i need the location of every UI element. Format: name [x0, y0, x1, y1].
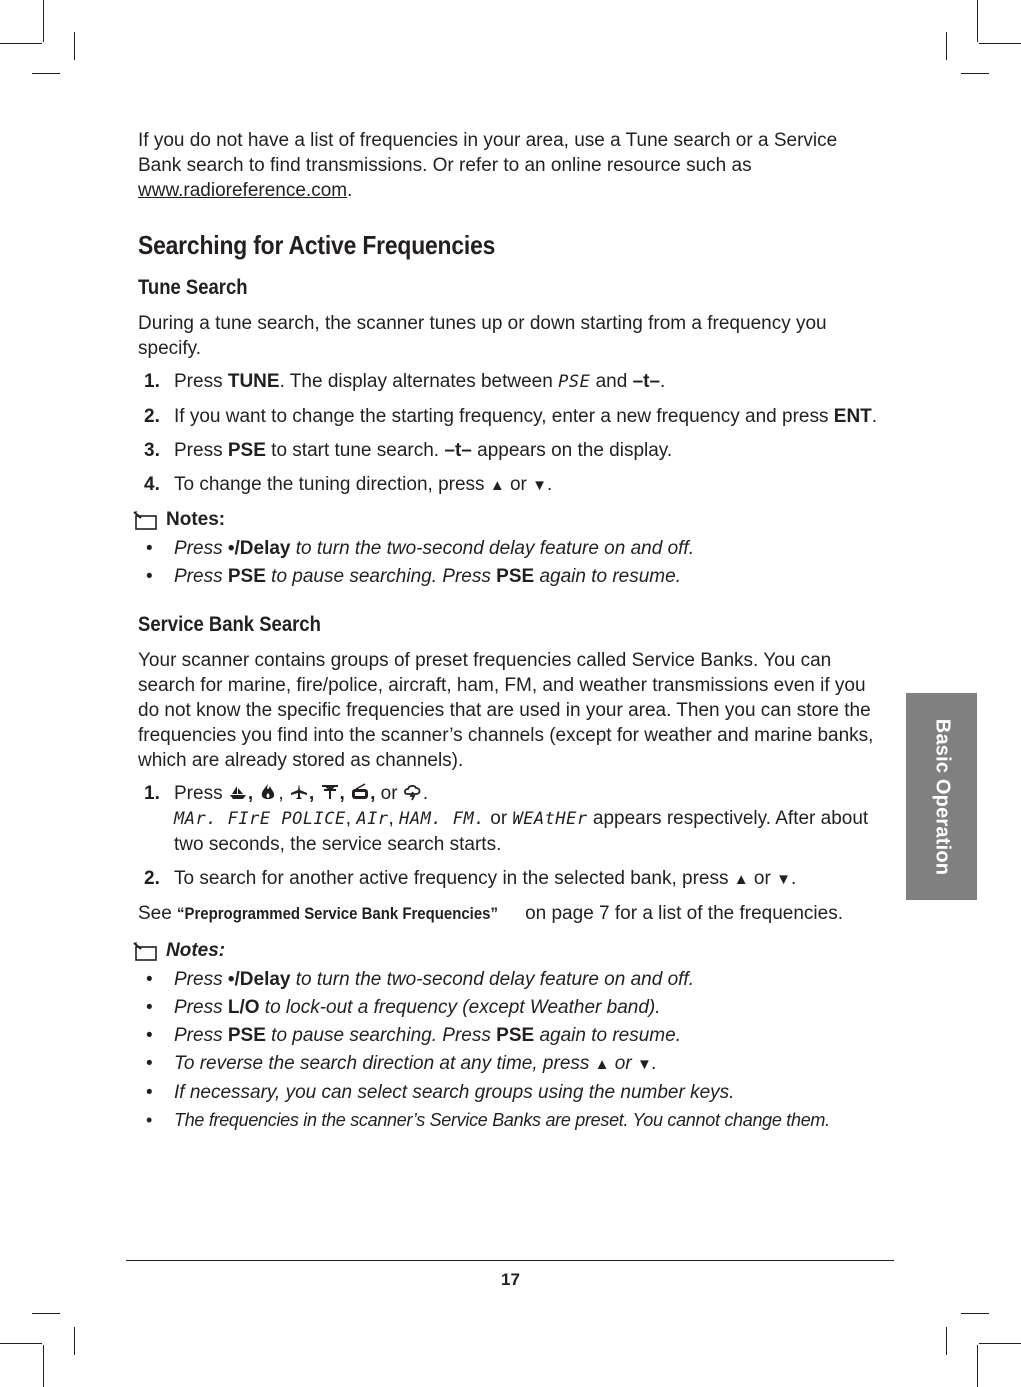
up-arrow-icon: ▲: [733, 871, 749, 888]
note-pad-icon: [132, 509, 160, 531]
notes-heading: Notes:: [132, 938, 878, 963]
section-side-tab: Basic Operation: [906, 693, 977, 900]
crop-mark: [43, 1345, 44, 1387]
weather-icon: [403, 783, 423, 801]
list-item: 2. To search for another active frequency in the selected bank, press ▲ or ▼.: [144, 868, 797, 889]
footer-rule: [126, 1260, 894, 1261]
aircraft-icon: [289, 783, 309, 801]
crop-mark: [74, 1327, 75, 1355]
marine-boat-icon: [228, 783, 248, 801]
list-item: 3. Press PSE to start tune search. –t– appears on the display.: [144, 440, 673, 461]
list-item: 4. To change the tuning direction, press ▲ or ▼.: [144, 474, 553, 495]
note-pad-icon: [132, 940, 160, 962]
list-item: • If necessary, you can select search groups using the number keys.: [138, 1080, 878, 1105]
tune-search-notes: [138, 536, 878, 589]
crop-mark: [977, 1345, 978, 1387]
list-item: • Press •/Delay to turn the two-second delay feature on and off.: [138, 536, 878, 561]
list-item: • Press L/O to lock-out a frequency (except Weather band).: [138, 995, 878, 1020]
down-arrow-icon: ▼: [532, 477, 547, 494]
crop-mark: [74, 32, 75, 60]
crop-mark: [0, 43, 42, 44]
down-arrow-icon: ▼: [776, 871, 791, 888]
radioreference-link[interactable]: www.radioreference.com: [138, 180, 348, 201]
fire-police-icon: [258, 783, 278, 801]
list-item: • Press PSE to pause searching. Press PSE again to resume.: [138, 1023, 878, 1048]
down-arrow-icon: ▼: [636, 1056, 652, 1073]
display-text: MAr. FIrE POLICE: [174, 809, 346, 829]
service-bank-description: Your scanner contains groups of preset frequencies called Service Banks. You can search for marine, fire/police, aircraft, ham, FM, and weather transmissions even if you do not know the specific frequencies that are used in your area. Then you can store the frequencies you find into the scanner’s channels (except for weather and marine banks, which are already stored as channels).: [138, 650, 874, 771]
list-item: 2. If you want to change the starting frequency, enter a new frequency and press ENT.: [144, 406, 878, 427]
crop-mark: [32, 73, 60, 74]
service-bank-search-heading: Service Bank Search: [138, 613, 321, 636]
notes-heading: Notes:: [132, 507, 878, 532]
display-text: HAM. FM.: [399, 809, 485, 829]
up-arrow-icon: ▲: [489, 477, 505, 494]
up-arrow-icon: ▲: [594, 1056, 610, 1073]
service-bank-notes: [138, 967, 878, 1132]
crop-mark: [961, 1313, 989, 1314]
ham-antenna-icon: [320, 783, 340, 801]
page-number: 17: [501, 1270, 520, 1289]
list-item: • The frequencies in the scanner’s Service Banks are preset. You cannot change them.: [138, 1108, 878, 1132]
crop-mark: [979, 43, 1021, 44]
display-text: WEAtHEr: [512, 809, 588, 829]
crop-mark: [977, 0, 978, 42]
page-content: [138, 128, 878, 1135]
cross-reference-link[interactable]: “Preprogrammed Service Bank Frequencies”: [177, 904, 499, 923]
crop-mark: [0, 1343, 42, 1344]
display-text: PSE: [558, 372, 591, 392]
tune-search-steps: [138, 369, 878, 498]
tune-search-description: During a tune search, the scanner tunes up or down starting from a frequency you specify.: [138, 313, 827, 359]
list-item: 1. Press , , , , , or . MAr. FIrE POLICE, AIr, HAM. FM. or WEAtHEr appears respectively. After about two seconds, the service search starts.: [144, 783, 869, 855]
tune-search-heading: Tune Search: [138, 276, 248, 299]
service-bank-steps: [138, 781, 878, 892]
fm-radio-icon: [350, 783, 370, 801]
crop-mark: [961, 73, 989, 74]
list-item: • To reverse the search direction at any time, press ▲ or ▼.: [138, 1051, 878, 1077]
crop-mark: [43, 0, 44, 42]
crop-mark: [946, 1327, 947, 1355]
intro-paragraph: If you do not have a list of frequencies in your area, use a Tune search or a Service Bank search to find transmissions. Or refer to an online resource such as www.radioreference.com.: [138, 130, 838, 201]
list-item: 1. Press TUNE. The display alternates between PSE and –t–.: [144, 371, 666, 392]
page-title: Searching for Active Frequencies: [138, 230, 496, 260]
crop-mark: [979, 1343, 1021, 1344]
list-item: • Press •/Delay to turn the two-second delay feature on and off.: [138, 967, 878, 992]
see-reference: See “Preprogrammed Service Bank Frequencies” on page 7 for a list of the frequencies.: [138, 903, 844, 924]
crop-mark: [32, 1313, 60, 1314]
list-item: • Press PSE to pause searching. Press PSE again to resume.: [138, 564, 878, 589]
display-text: AIr: [356, 809, 389, 829]
crop-mark: [946, 32, 947, 60]
